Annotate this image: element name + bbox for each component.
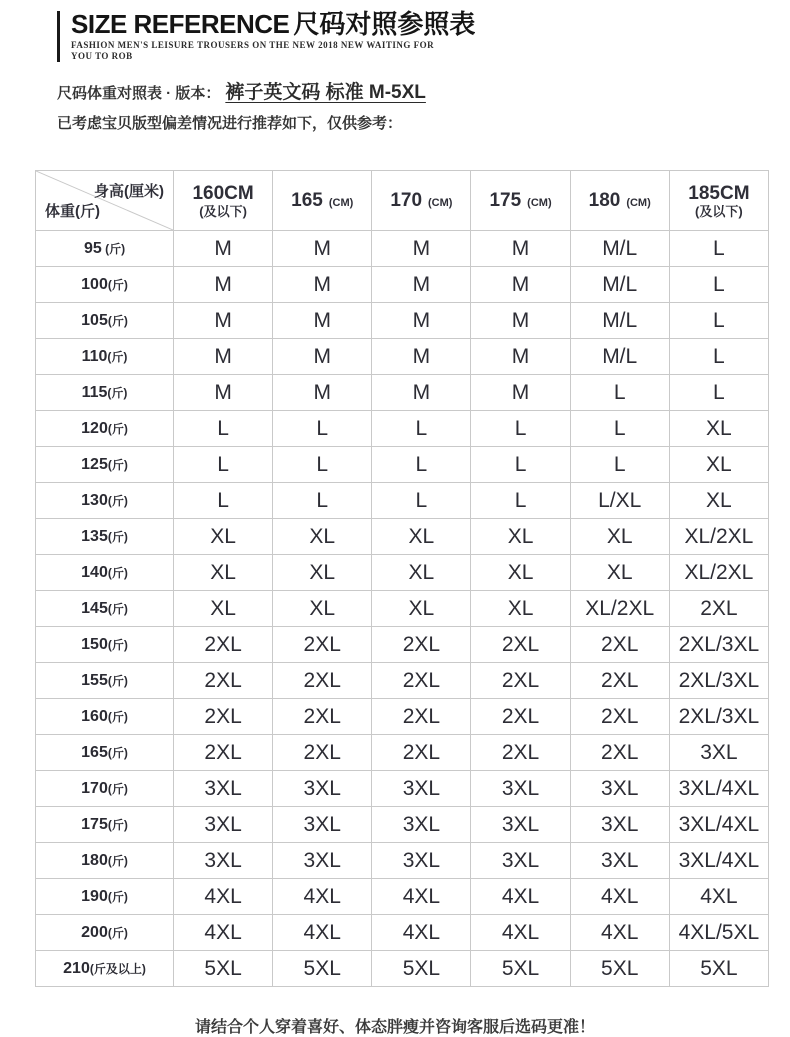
table-row	[36, 411, 769, 447]
size-cell: 2XL	[174, 627, 273, 663]
size-cell: M	[273, 303, 372, 339]
size-cell: M	[372, 339, 471, 375]
weight-label: 145(斤)	[36, 591, 174, 627]
weight-axis-label: 体重(斤)	[45, 203, 100, 220]
table-row	[36, 663, 769, 699]
size-cell: 3XL/4XL	[669, 771, 768, 807]
size-cell: 3XL	[273, 807, 372, 843]
size-cell: L	[570, 375, 669, 411]
size-cell: M	[471, 303, 570, 339]
size-cell: 2XL	[471, 735, 570, 771]
size-cell: 3XL	[273, 771, 372, 807]
size-cell: XL	[471, 591, 570, 627]
size-cell: L	[372, 483, 471, 519]
table-row	[36, 231, 769, 267]
subtitle-line2: YOU TO ROB	[71, 51, 133, 61]
size-cell: M	[273, 339, 372, 375]
size-cell: M	[471, 339, 570, 375]
size-cell: L	[174, 411, 273, 447]
size-cell: M	[273, 267, 372, 303]
footer-note: 请结合个人穿着喜好、体态胖瘦并咨询客服后选码更准！	[194, 1019, 595, 1036]
size-cell: L	[273, 483, 372, 519]
size-cell: M	[471, 375, 570, 411]
size-cell: M/L	[570, 303, 669, 339]
height-axis-label: 身高(厘米)	[94, 183, 164, 200]
size-cell: 2XL	[273, 627, 372, 663]
table-row	[36, 339, 769, 375]
size-cell: L	[570, 447, 669, 483]
size-cell: 3XL	[570, 771, 669, 807]
size-cell: 4XL	[174, 915, 273, 951]
weight-label: 100(斤)	[36, 267, 174, 303]
size-cell: 2XL	[372, 663, 471, 699]
size-cell: L	[174, 447, 273, 483]
size-cell: L/XL	[570, 483, 669, 519]
size-cell: XL	[174, 555, 273, 591]
size-cell: M/L	[570, 339, 669, 375]
table-row	[36, 447, 769, 483]
table-row	[36, 303, 769, 339]
size-cell: L	[669, 339, 768, 375]
size-cell: L	[471, 483, 570, 519]
size-cell: XL	[570, 519, 669, 555]
size-cell: 5XL	[174, 951, 273, 987]
table-row	[36, 879, 769, 915]
size-cell: M	[372, 303, 471, 339]
size-cell: 2XL/3XL	[669, 699, 768, 735]
size-cell: M/L	[570, 267, 669, 303]
size-cell: M	[471, 267, 570, 303]
table-row	[36, 807, 769, 843]
size-table-body	[36, 231, 769, 987]
intro-note: 已考虑宝贝版型偏差情况进行推荐如下，仅供参考：	[57, 115, 403, 132]
weight-label: 175(斤)	[36, 807, 174, 843]
weight-label: 105(斤)	[36, 303, 174, 339]
size-cell: XL	[273, 519, 372, 555]
table-row	[36, 483, 769, 519]
size-cell: 2XL	[273, 663, 372, 699]
size-cell: 2XL	[669, 591, 768, 627]
size-cell: 3XL	[471, 771, 570, 807]
weight-label: 110(斤)	[36, 339, 174, 375]
weight-label: 125(斤)	[36, 447, 174, 483]
weight-label: 135(斤)	[36, 519, 174, 555]
size-cell: XL	[471, 519, 570, 555]
column-header-180cm: 180 (CM)	[570, 171, 669, 231]
size-cell: M	[174, 303, 273, 339]
size-cell: 5XL	[669, 951, 768, 987]
size-cell: 4XL	[570, 879, 669, 915]
size-cell: L	[669, 267, 768, 303]
size-cell: 3XL	[174, 771, 273, 807]
weight-label: 120(斤)	[36, 411, 174, 447]
size-cell: 2XL	[471, 699, 570, 735]
size-cell: XL	[669, 447, 768, 483]
size-cell: L	[471, 411, 570, 447]
size-cell: 3XL	[570, 843, 669, 879]
size-cell: M	[174, 267, 273, 303]
table-row	[36, 843, 769, 879]
size-cell: 5XL	[471, 951, 570, 987]
size-cell: L	[669, 303, 768, 339]
size-cell: 2XL	[273, 735, 372, 771]
size-cell: XL	[273, 555, 372, 591]
size-cell: 4XL	[471, 879, 570, 915]
size-cell: 4XL	[174, 879, 273, 915]
size-cell: 2XL	[174, 663, 273, 699]
size-cell: L	[669, 375, 768, 411]
column-header-175cm: 175 (CM)	[471, 171, 570, 231]
size-cell: 2XL	[273, 699, 372, 735]
subtitle-line1: FASHION MEN'S LEISURE TROUSERS ON THE NEW 2018 NEW WAITING FOR	[71, 40, 435, 50]
size-cell: 2XL	[570, 627, 669, 663]
table-row	[36, 591, 769, 627]
weight-label: 200(斤)	[36, 915, 174, 951]
size-cell: M/L	[570, 231, 669, 267]
size-cell: M	[174, 231, 273, 267]
size-cell: 4XL	[570, 915, 669, 951]
version-label: 尺码体重对照表 · 版本：	[57, 85, 221, 102]
table-row	[36, 519, 769, 555]
size-cell: 4XL/5XL	[669, 915, 768, 951]
size-cell: 3XL	[273, 843, 372, 879]
size-cell: XL	[471, 555, 570, 591]
size-cell: M	[471, 231, 570, 267]
size-cell: M	[174, 339, 273, 375]
size-cell: 2XL	[174, 699, 273, 735]
size-cell: XL	[174, 591, 273, 627]
size-cell: L	[174, 483, 273, 519]
weight-label: 170(斤)	[36, 771, 174, 807]
page-header	[57, 11, 790, 62]
table-row	[36, 267, 769, 303]
column-header-185cm: 185CM (及以下)	[669, 171, 768, 231]
table-row	[36, 951, 769, 987]
size-cell: M	[273, 231, 372, 267]
size-cell: 3XL/4XL	[669, 843, 768, 879]
size-cell: 2XL	[570, 699, 669, 735]
size-cell: 3XL	[471, 807, 570, 843]
version-value: 裤子英文码 标准 M-5XL	[225, 82, 426, 103]
page-title-en: SIZE REFERENCE	[71, 9, 290, 39]
size-cell: 2XL	[471, 627, 570, 663]
table-row	[36, 771, 769, 807]
weight-label: 190(斤)	[36, 879, 174, 915]
page-title-zh: 尺码对照参照表	[293, 9, 476, 39]
size-cell: M	[273, 375, 372, 411]
size-cell: XL	[669, 411, 768, 447]
table-header-row	[36, 171, 769, 231]
column-header-170cm: 170 (CM)	[372, 171, 471, 231]
table-row	[36, 627, 769, 663]
weight-label: 95 (斤)	[36, 231, 174, 267]
size-cell: L	[570, 411, 669, 447]
size-cell: XL/2XL	[570, 591, 669, 627]
intro-section	[57, 77, 790, 133]
size-cell: 3XL/4XL	[669, 807, 768, 843]
column-header-160cm: 160CM (及以下)	[174, 171, 273, 231]
size-cell: 5XL	[570, 951, 669, 987]
size-cell: 4XL	[273, 879, 372, 915]
corner-cell	[36, 171, 174, 231]
size-cell: XL/2XL	[669, 519, 768, 555]
size-cell: M	[372, 231, 471, 267]
size-cell: 4XL	[372, 879, 471, 915]
size-cell: 3XL	[669, 735, 768, 771]
size-cell: L	[372, 411, 471, 447]
size-cell: 2XL	[570, 663, 669, 699]
size-cell: XL	[570, 555, 669, 591]
size-cell: 2XL	[570, 735, 669, 771]
table-row	[36, 555, 769, 591]
size-cell: 3XL	[174, 807, 273, 843]
size-cell: M	[372, 375, 471, 411]
size-cell: M	[174, 375, 273, 411]
size-cell: 3XL	[372, 807, 471, 843]
size-cell: 4XL	[273, 915, 372, 951]
weight-label: 130(斤)	[36, 483, 174, 519]
page-subtitle	[71, 40, 790, 62]
weight-label: 210(斤及以上)	[36, 951, 174, 987]
size-cell: 5XL	[273, 951, 372, 987]
weight-label: 165(斤)	[36, 735, 174, 771]
size-cell: 3XL	[372, 771, 471, 807]
size-cell: L	[471, 447, 570, 483]
size-cell: 2XL	[372, 735, 471, 771]
table-row	[36, 915, 769, 951]
version-line	[57, 77, 790, 104]
size-cell: XL/2XL	[669, 555, 768, 591]
weight-label: 140(斤)	[36, 555, 174, 591]
size-cell: 4XL	[372, 915, 471, 951]
size-table	[35, 170, 769, 987]
table-row	[36, 735, 769, 771]
size-cell: 3XL	[570, 807, 669, 843]
size-cell: L	[372, 447, 471, 483]
size-cell: XL	[174, 519, 273, 555]
size-cell: M	[372, 267, 471, 303]
size-cell: XL	[372, 519, 471, 555]
weight-label: 150(斤)	[36, 627, 174, 663]
size-cell: XL	[372, 591, 471, 627]
size-cell: 2XL	[372, 699, 471, 735]
page-title	[71, 11, 790, 38]
size-cell: XL	[273, 591, 372, 627]
column-header-165cm: 165 (CM)	[273, 171, 372, 231]
table-row	[36, 375, 769, 411]
size-cell: XL	[669, 483, 768, 519]
weight-label: 155(斤)	[36, 663, 174, 699]
size-cell: 2XL/3XL	[669, 627, 768, 663]
size-cell: 2XL	[174, 735, 273, 771]
size-cell: XL	[372, 555, 471, 591]
size-cell: L	[273, 411, 372, 447]
size-cell: L	[669, 231, 768, 267]
size-cell: 2XL/3XL	[669, 663, 768, 699]
size-cell: 2XL	[471, 663, 570, 699]
size-cell: 3XL	[174, 843, 273, 879]
weight-label: 160(斤)	[36, 699, 174, 735]
weight-label: 115(斤)	[36, 375, 174, 411]
weight-label: 180(斤)	[36, 843, 174, 879]
size-cell: 3XL	[372, 843, 471, 879]
size-cell: 5XL	[372, 951, 471, 987]
size-cell: 3XL	[471, 843, 570, 879]
size-cell: L	[273, 447, 372, 483]
size-cell: 4XL	[669, 879, 768, 915]
size-cell: 4XL	[471, 915, 570, 951]
size-cell: 2XL	[372, 627, 471, 663]
table-row	[36, 699, 769, 735]
